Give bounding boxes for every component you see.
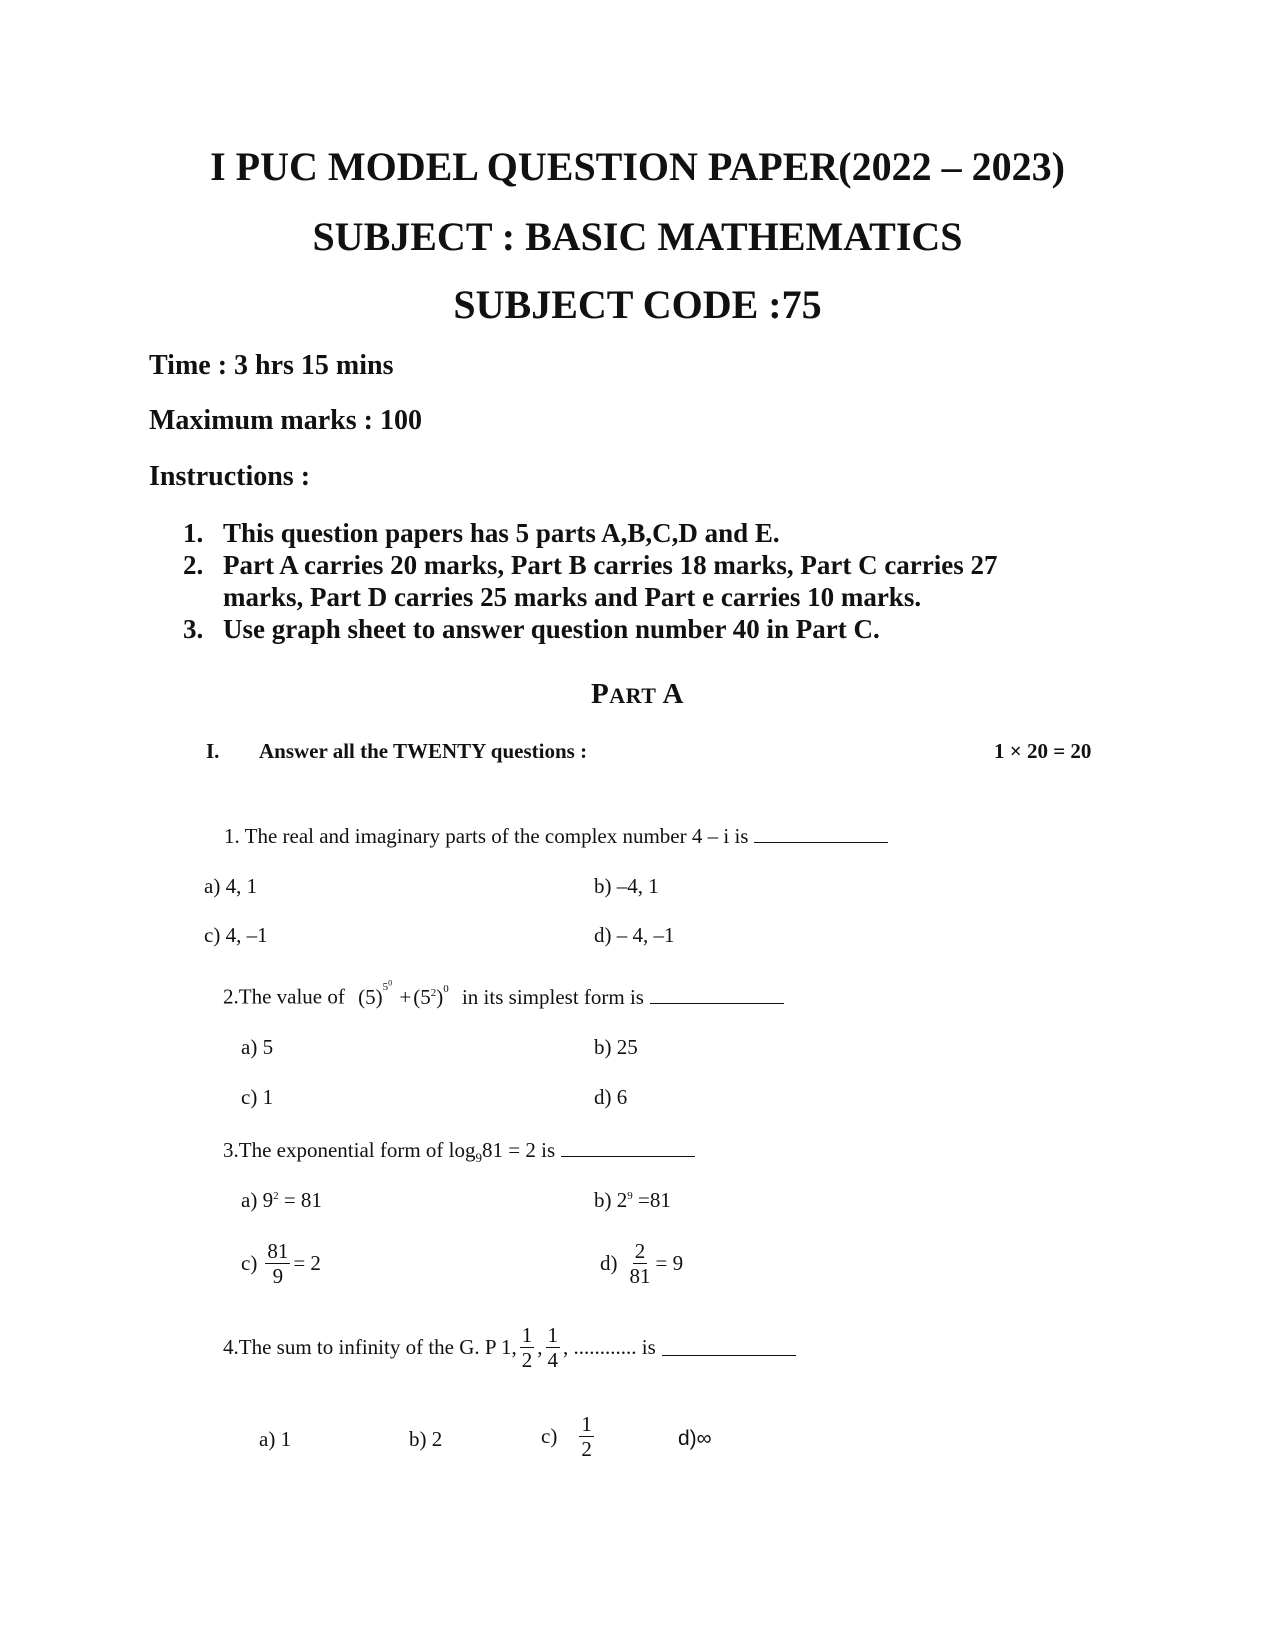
option-a: a) 4, 1: [204, 874, 258, 898]
section-marks: 1 × 20 = 20: [994, 739, 1092, 763]
option-c: c) 1: [241, 1085, 274, 1109]
option-d: d) – 4, –1: [594, 923, 675, 947]
instruction-item: [183, 614, 880, 645]
option-a: a) 1: [259, 1427, 292, 1451]
instruction-text: Part A carries 20 marks, Part B carries 18 marks, Part C carries 27: [223, 550, 998, 580]
answer-blank: [650, 985, 784, 1004]
subject-code: SUBJECT CODE :75: [453, 282, 822, 327]
question-3: 3.The exponential form of $\log_981 = 2$ is: [223, 1138, 695, 1166]
option-d: d)∞: [678, 1427, 712, 1450]
option-b: b) –4, 1: [594, 874, 659, 898]
option-b: b) 25: [594, 1035, 638, 1059]
instruction-continuation: marks, Part D carries 25 marks and Part e carries 10 marks.: [223, 582, 922, 612]
instruction-item: [183, 518, 780, 549]
option-b: b) 2: [409, 1427, 443, 1451]
instructions-label: Instructions :: [149, 461, 311, 492]
instruction-text: This question papers has 5 parts A,B,C,D and E.: [223, 518, 780, 548]
instruction-item: [183, 550, 998, 581]
instruction-num: 2.: [183, 550, 204, 580]
option-b: b) $2^9 =81$: [594, 1188, 671, 1212]
option-d: d) $\frac{2}{81}$ = 9: [600, 1239, 684, 1289]
exponent-expression: $(5)^{5^0} +(5^2)^0$: [358, 978, 449, 1009]
answer-blank: [662, 1355, 796, 1356]
part-a-heading: PART A: [590, 678, 684, 710]
question-2: 2.The value of $(5)^{5^0} +(5^2)^0$ in its simplest form is: [223, 984, 784, 1010]
fraction: $\frac{1}{4}$: [547, 1323, 559, 1373]
fraction: $\frac{81}{9}$: [267, 1239, 289, 1289]
fraction: $\frac{2}{81}$: [629, 1239, 651, 1289]
instruction-num: 3.: [183, 614, 204, 644]
section-number: I.: [206, 739, 220, 763]
subject-line: SUBJECT : BASIC MATHEMATICS: [312, 214, 963, 259]
option-a: a) 5: [241, 1035, 274, 1059]
section-instruction: Answer all the TWENTY questions :: [259, 739, 588, 763]
option-c: c) 4, –1: [204, 923, 268, 947]
paper-title: I PUC MODEL QUESTION PAPER(2022 – 2023): [210, 144, 1065, 189]
option-c: c) $\frac{1}{2}$: [541, 1412, 592, 1462]
answer-blank: [754, 824, 888, 843]
fraction: $\frac{1}{2}$: [521, 1323, 533, 1373]
option-a: a) $9^2 = 81$: [241, 1188, 322, 1212]
instruction-text: Use graph sheet to answer question number 40 in Part C.: [223, 614, 880, 644]
question-4: 4.The sum to infinity of the G. P 1, $\frac{1}{2}$ , $\frac{1}{4}$ , ............ is: [223, 1323, 796, 1372]
time-line: Time : 3 hrs 15 mins: [149, 350, 394, 381]
fraction: $\frac{1}{2}$: [581, 1412, 592, 1462]
question-1: 1. The real and imaginary parts of the complex number 4 – i is: [224, 824, 888, 849]
instruction-num: 1.: [183, 518, 204, 548]
option-c: c) $\frac{81}{9}$ = 2: [241, 1239, 321, 1289]
option-d: d) 6: [594, 1085, 628, 1109]
answer-blank: [561, 1138, 695, 1157]
max-marks-line: Maximum marks : 100: [149, 405, 422, 436]
